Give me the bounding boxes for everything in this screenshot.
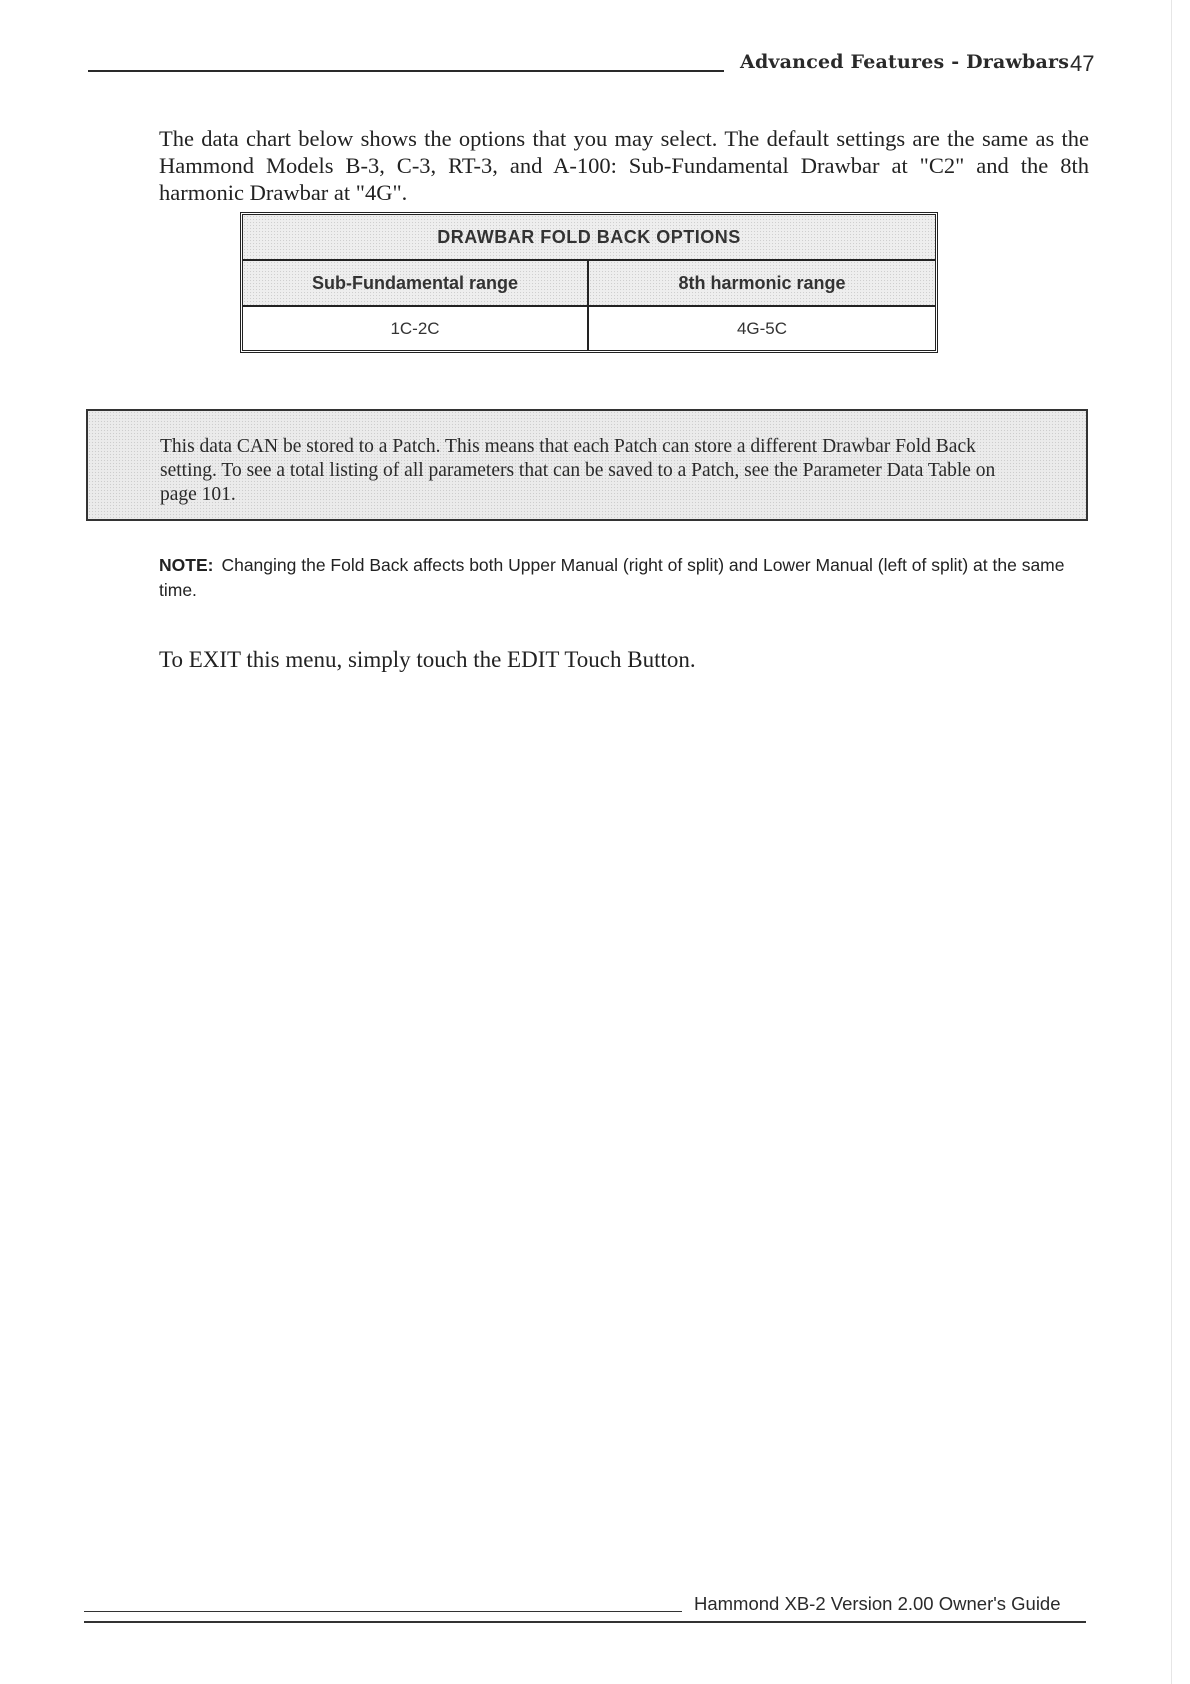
page-number: 47 <box>1070 51 1095 76</box>
table-title-row <box>243 215 935 261</box>
column-header-8th-harmonic: 8th harmonic range <box>589 261 935 307</box>
note-label: NOTE: <box>159 555 214 575</box>
header-rule <box>88 70 724 72</box>
exit-instruction: To EXIT this menu, simply touch the EDIT Touch Button. <box>159 647 696 672</box>
cell-sub-fundamental-range: 1C-2C <box>243 307 589 350</box>
patch-info-box <box>86 409 1088 521</box>
column-header-sub-fundamental: Sub-Fundamental range <box>243 261 589 307</box>
table-header-row <box>243 261 935 307</box>
header-title: Advanced Features - Drawbars <box>740 51 1070 73</box>
cell-8th-harmonic-range: 4G-5C <box>589 307 935 350</box>
page-edge <box>1171 0 1172 1684</box>
note-paragraph <box>159 553 1099 603</box>
table-row <box>243 307 935 350</box>
footer-rule-bottom <box>84 1621 1086 1623</box>
fold-back-options-table <box>240 212 938 353</box>
intro-paragraph: The data chart below shows the options that you may select. The default settings are the same as the Hammond Models B-3, C-3, RT-3, and A-100: Sub-Fundamental Drawbar at "C2" and the 8th harmonic Drawbar at "4G". <box>159 125 1089 205</box>
note-text: Changing the Fold Back affects both Upper Manual (right of split) and Lower Manual (left of split) at the same time. <box>159 555 1065 600</box>
footer-rule <box>84 1611 682 1612</box>
patch-info-text: This data CAN be stored to a Patch. This means that each Patch can store a different Drawbar Fold Back setting. To see a total listing of all parameters that can be saved to a Patch, see the Parameter Data Table on page 101. <box>160 436 996 505</box>
footer-title: Hammond XB-2 Version 2.00 Owner's Guide <box>694 1593 1061 1614</box>
table-title: DRAWBAR FOLD BACK OPTIONS <box>243 215 935 261</box>
